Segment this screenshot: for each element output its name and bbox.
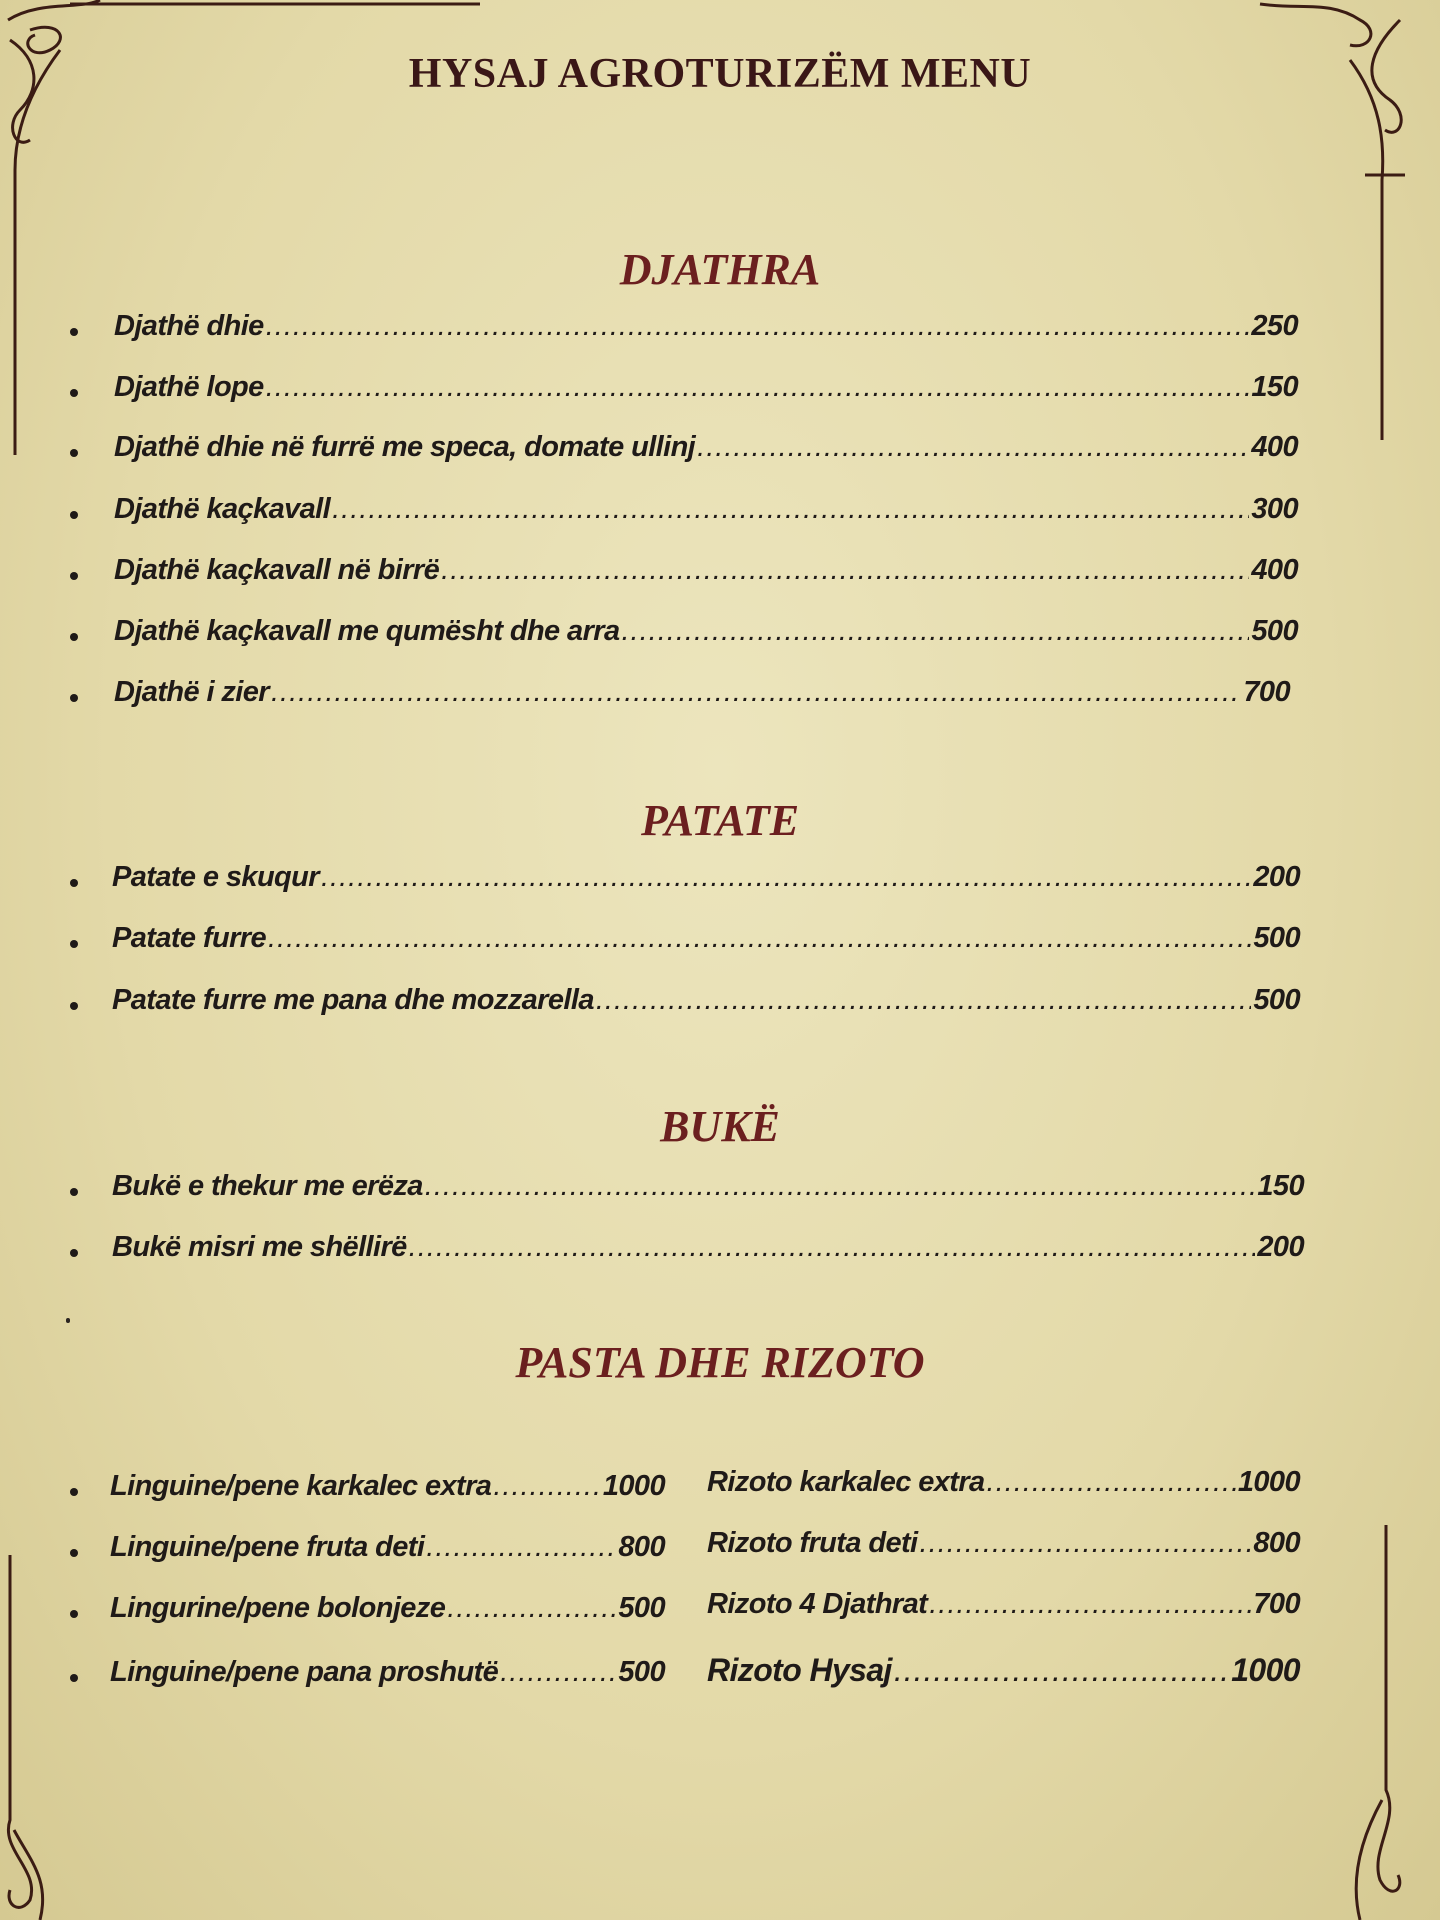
- menu-item: [114, 615, 1298, 648]
- item-price: 700: [1253, 1588, 1300, 1620]
- dot-leader: [500, 1656, 616, 1689]
- dot-leader: [987, 1466, 1236, 1499]
- item-price: 400: [1251, 554, 1298, 586]
- menu-title: HYSAJ AGROTURIZËM MENU: [408, 51, 1032, 97]
- menu-item: [110, 1531, 665, 1564]
- menu-item: [114, 310, 1298, 343]
- menu-item: [112, 861, 1300, 894]
- dot-leader: [493, 1470, 601, 1503]
- menu-item: [114, 431, 1298, 464]
- bullet-icon: [70, 1188, 78, 1196]
- dot-leader: [920, 1527, 1252, 1560]
- bullet-icon: [70, 879, 78, 887]
- menu-item: [110, 1470, 665, 1503]
- bullet-icon: [70, 1002, 78, 1010]
- menu-item: [114, 676, 1290, 709]
- dot-leader: [268, 922, 1251, 955]
- item-name: Rizoto karkalec extra: [707, 1466, 985, 1498]
- bullet-icon: [70, 940, 78, 948]
- dot-leader: [271, 676, 1241, 709]
- bullet-icon: [70, 1674, 78, 1682]
- item-price: 500: [1251, 615, 1298, 647]
- bullet-icon: [70, 694, 78, 702]
- item-name: Bukë e thekur me erëza: [112, 1170, 423, 1202]
- item-price: 800: [618, 1531, 665, 1563]
- item-price: 1000: [602, 1470, 665, 1502]
- menu-item: [110, 1656, 665, 1689]
- item-price: 700: [1243, 676, 1290, 708]
- item-price: 200: [1253, 861, 1300, 893]
- menu-item: [707, 1527, 1300, 1560]
- dot-leader: [929, 1588, 1251, 1621]
- bullet-icon: [70, 633, 78, 641]
- item-name: Djathë i zier: [114, 676, 269, 708]
- menu-item: [114, 493, 1298, 526]
- dot-leader: [894, 1652, 1229, 1689]
- dot-leader: [426, 1531, 616, 1564]
- bullet-icon: [70, 572, 78, 580]
- menu-item: [707, 1466, 1300, 1499]
- dot-leader: [425, 1170, 1256, 1203]
- item-name: Djathë kaçkavall në birrë: [114, 554, 440, 586]
- item-name: Rizoto 4 Djathrat: [707, 1588, 928, 1620]
- item-price: 150: [1257, 1170, 1304, 1202]
- menu-item: [114, 371, 1298, 404]
- item-name: Linguine/pene karkalec extra: [110, 1470, 492, 1502]
- section-heading-buke: BUKË: [660, 1102, 780, 1151]
- menu-item: [110, 1592, 665, 1625]
- dot-leader: [409, 1231, 1256, 1264]
- bullet-icon: [70, 1249, 78, 1257]
- menu-item: [707, 1652, 1300, 1689]
- item-name: Bukë misri me shëllirë: [112, 1231, 407, 1263]
- bullet-icon: [70, 1549, 78, 1557]
- bullet-icon: [70, 511, 78, 519]
- dot-leader: [621, 615, 1249, 648]
- item-price: 800: [1253, 1527, 1300, 1559]
- bullet-icon: [70, 1610, 78, 1618]
- item-name: Patate furre me pana dhe mozzarella: [112, 984, 594, 1016]
- dot-leader: [596, 984, 1252, 1017]
- bullet-icon: [70, 449, 78, 457]
- item-price: 250: [1251, 310, 1298, 342]
- item-name: Rizoto fruta deti: [707, 1527, 918, 1559]
- item-price: 200: [1257, 1231, 1304, 1263]
- item-name: Lingurine/pene bolonjeze: [110, 1592, 446, 1624]
- item-price: 1000: [1237, 1466, 1300, 1498]
- menu-item: [112, 922, 1300, 955]
- menu-item: [112, 984, 1300, 1017]
- item-price: 500: [618, 1592, 665, 1624]
- dot-leader: [266, 371, 1250, 404]
- menu-item: [707, 1588, 1300, 1621]
- item-name: Djathë kaçkavall: [114, 493, 331, 525]
- item-price: 500: [1253, 922, 1300, 954]
- item-name: Rizoto Hysaj: [707, 1652, 892, 1688]
- dot-leader: [447, 1592, 616, 1625]
- item-price: 400: [1251, 431, 1298, 463]
- section-heading-patate: PATATE: [640, 796, 800, 845]
- item-name: Djathë lope: [114, 371, 264, 403]
- item-price: 500: [618, 1656, 665, 1688]
- dot-leader: [697, 431, 1249, 464]
- section-heading-pasta: PASTA DHE RIZOTO: [515, 1338, 925, 1387]
- dot-leader: [332, 493, 1249, 526]
- menu-item: [112, 1231, 1304, 1264]
- stray-mark: [66, 1318, 70, 1323]
- item-name: Patate e skuqur: [112, 861, 319, 893]
- item-name: Linguine/pene fruta deti: [110, 1531, 425, 1563]
- item-name: Linguine/pene pana proshutë: [110, 1656, 499, 1688]
- bullet-icon: [70, 389, 78, 397]
- item-name: Djathë dhie në furrë me speca, domate ullinj: [114, 431, 696, 463]
- dot-leader: [266, 310, 1250, 343]
- item-price: 500: [1253, 984, 1300, 1016]
- dot-leader: [321, 861, 1251, 894]
- item-name: Djathë kaçkavall me qumësht dhe arra: [114, 615, 620, 647]
- item-name: Patate furre: [112, 922, 266, 954]
- section-heading-djathra: DJATHRA: [619, 245, 821, 294]
- bullet-icon: [70, 1488, 78, 1496]
- bullet-icon: [70, 328, 78, 336]
- dot-leader: [441, 554, 1249, 587]
- menu-item: [112, 1170, 1304, 1203]
- item-name: Djathë dhie: [114, 310, 264, 342]
- item-price: 300: [1251, 493, 1298, 525]
- menu-item: [114, 554, 1298, 587]
- item-price: 150: [1251, 371, 1298, 403]
- item-price: 1000: [1231, 1652, 1300, 1688]
